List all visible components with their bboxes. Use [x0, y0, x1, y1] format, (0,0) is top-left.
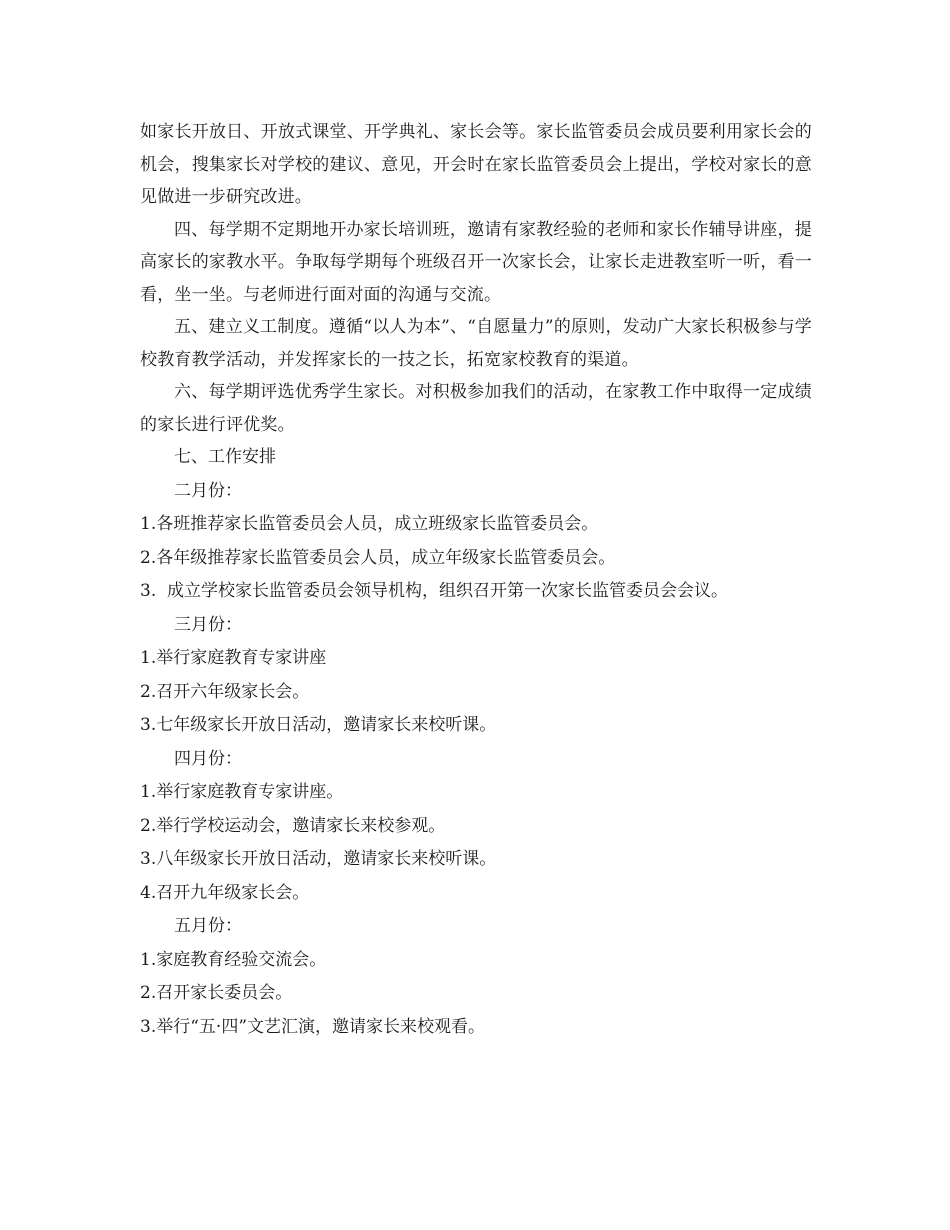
list-item: 1.举行家庭教育专家讲座。 [140, 782, 344, 802]
list-item: 1.举行家庭教育专家讲座 [140, 648, 327, 668]
list-item: 3. 成立学校家长监管委员会领导机构，组织召开第一次家长监管委员会会议。 [140, 581, 729, 601]
paragraph-volunteer-system: 五、建立义工制度。遵循“以人为本”、“自愿量力”的原则，发动广大家长积极参与学校教育教学活动，并发挥家长的一技之长，拓宽家校教育的渠道。 [140, 317, 812, 370]
list-item: 3.举行“五·四”文艺汇演，邀请家长来校观看。 [140, 1016, 486, 1037]
month-label-april: 四月份： [174, 748, 242, 769]
list-item: 3.八年级家长开放日活动，邀请家长来校听课。 [140, 849, 497, 869]
paragraph-excellent-parents: 六、每学期评选优秀学生家长。对积极参加我们的活动，在家教工作中取得一定成绩的家长进行评优奖。 [140, 382, 812, 435]
section-title-work-plan: 七、工作安排 [174, 447, 276, 467]
paragraph-training-class: 四、每学期不定期地开办家长培训班，邀请有家教经验的老师和家长作辅导讲座，提高家长的家教水平。争取每学期每个班级召开一次家长会，让家长走进教室听一听，看一看，坐一坐。与老师进行面对面的沟通与交流。 [140, 219, 812, 305]
list-item: 2.各年级推荐家长监管委员会人员，成立年级家长监管委员会。 [140, 547, 616, 568]
month-label-may: 五月份： [174, 916, 242, 936]
list-item: 2.举行学校运动会，邀请家长来校参观。 [140, 815, 446, 836]
list-item: 1.家庭教育经验交流会。 [140, 949, 327, 970]
paragraph-parent-activities: 如家长开放日、开放式课堂、开学典礼、家长会等。家长监管委员会成员要利用家长会的机会，搜集家长对学校的建议、意见，开会时在家长监管委员会上提出，学校对家长的意见做进一步研究改进。 [140, 122, 812, 207]
list-item: 1.各班推荐家长监管委员会人员，成立班级家长监管委员会。 [140, 514, 599, 534]
list-item: 2.召开六年级家长会。 [140, 681, 310, 702]
document-page [140, 116, 812, 1044]
list-item: 3.七年级家长开放日活动，邀请家长来校听课。 [140, 715, 497, 735]
list-item: 2.召开家长委员会。 [140, 983, 293, 1003]
month-label-march: 三月份： [174, 614, 242, 635]
month-label-february: 二月份： [174, 480, 242, 501]
list-item: 4.召开九年级家长会。 [140, 882, 310, 903]
